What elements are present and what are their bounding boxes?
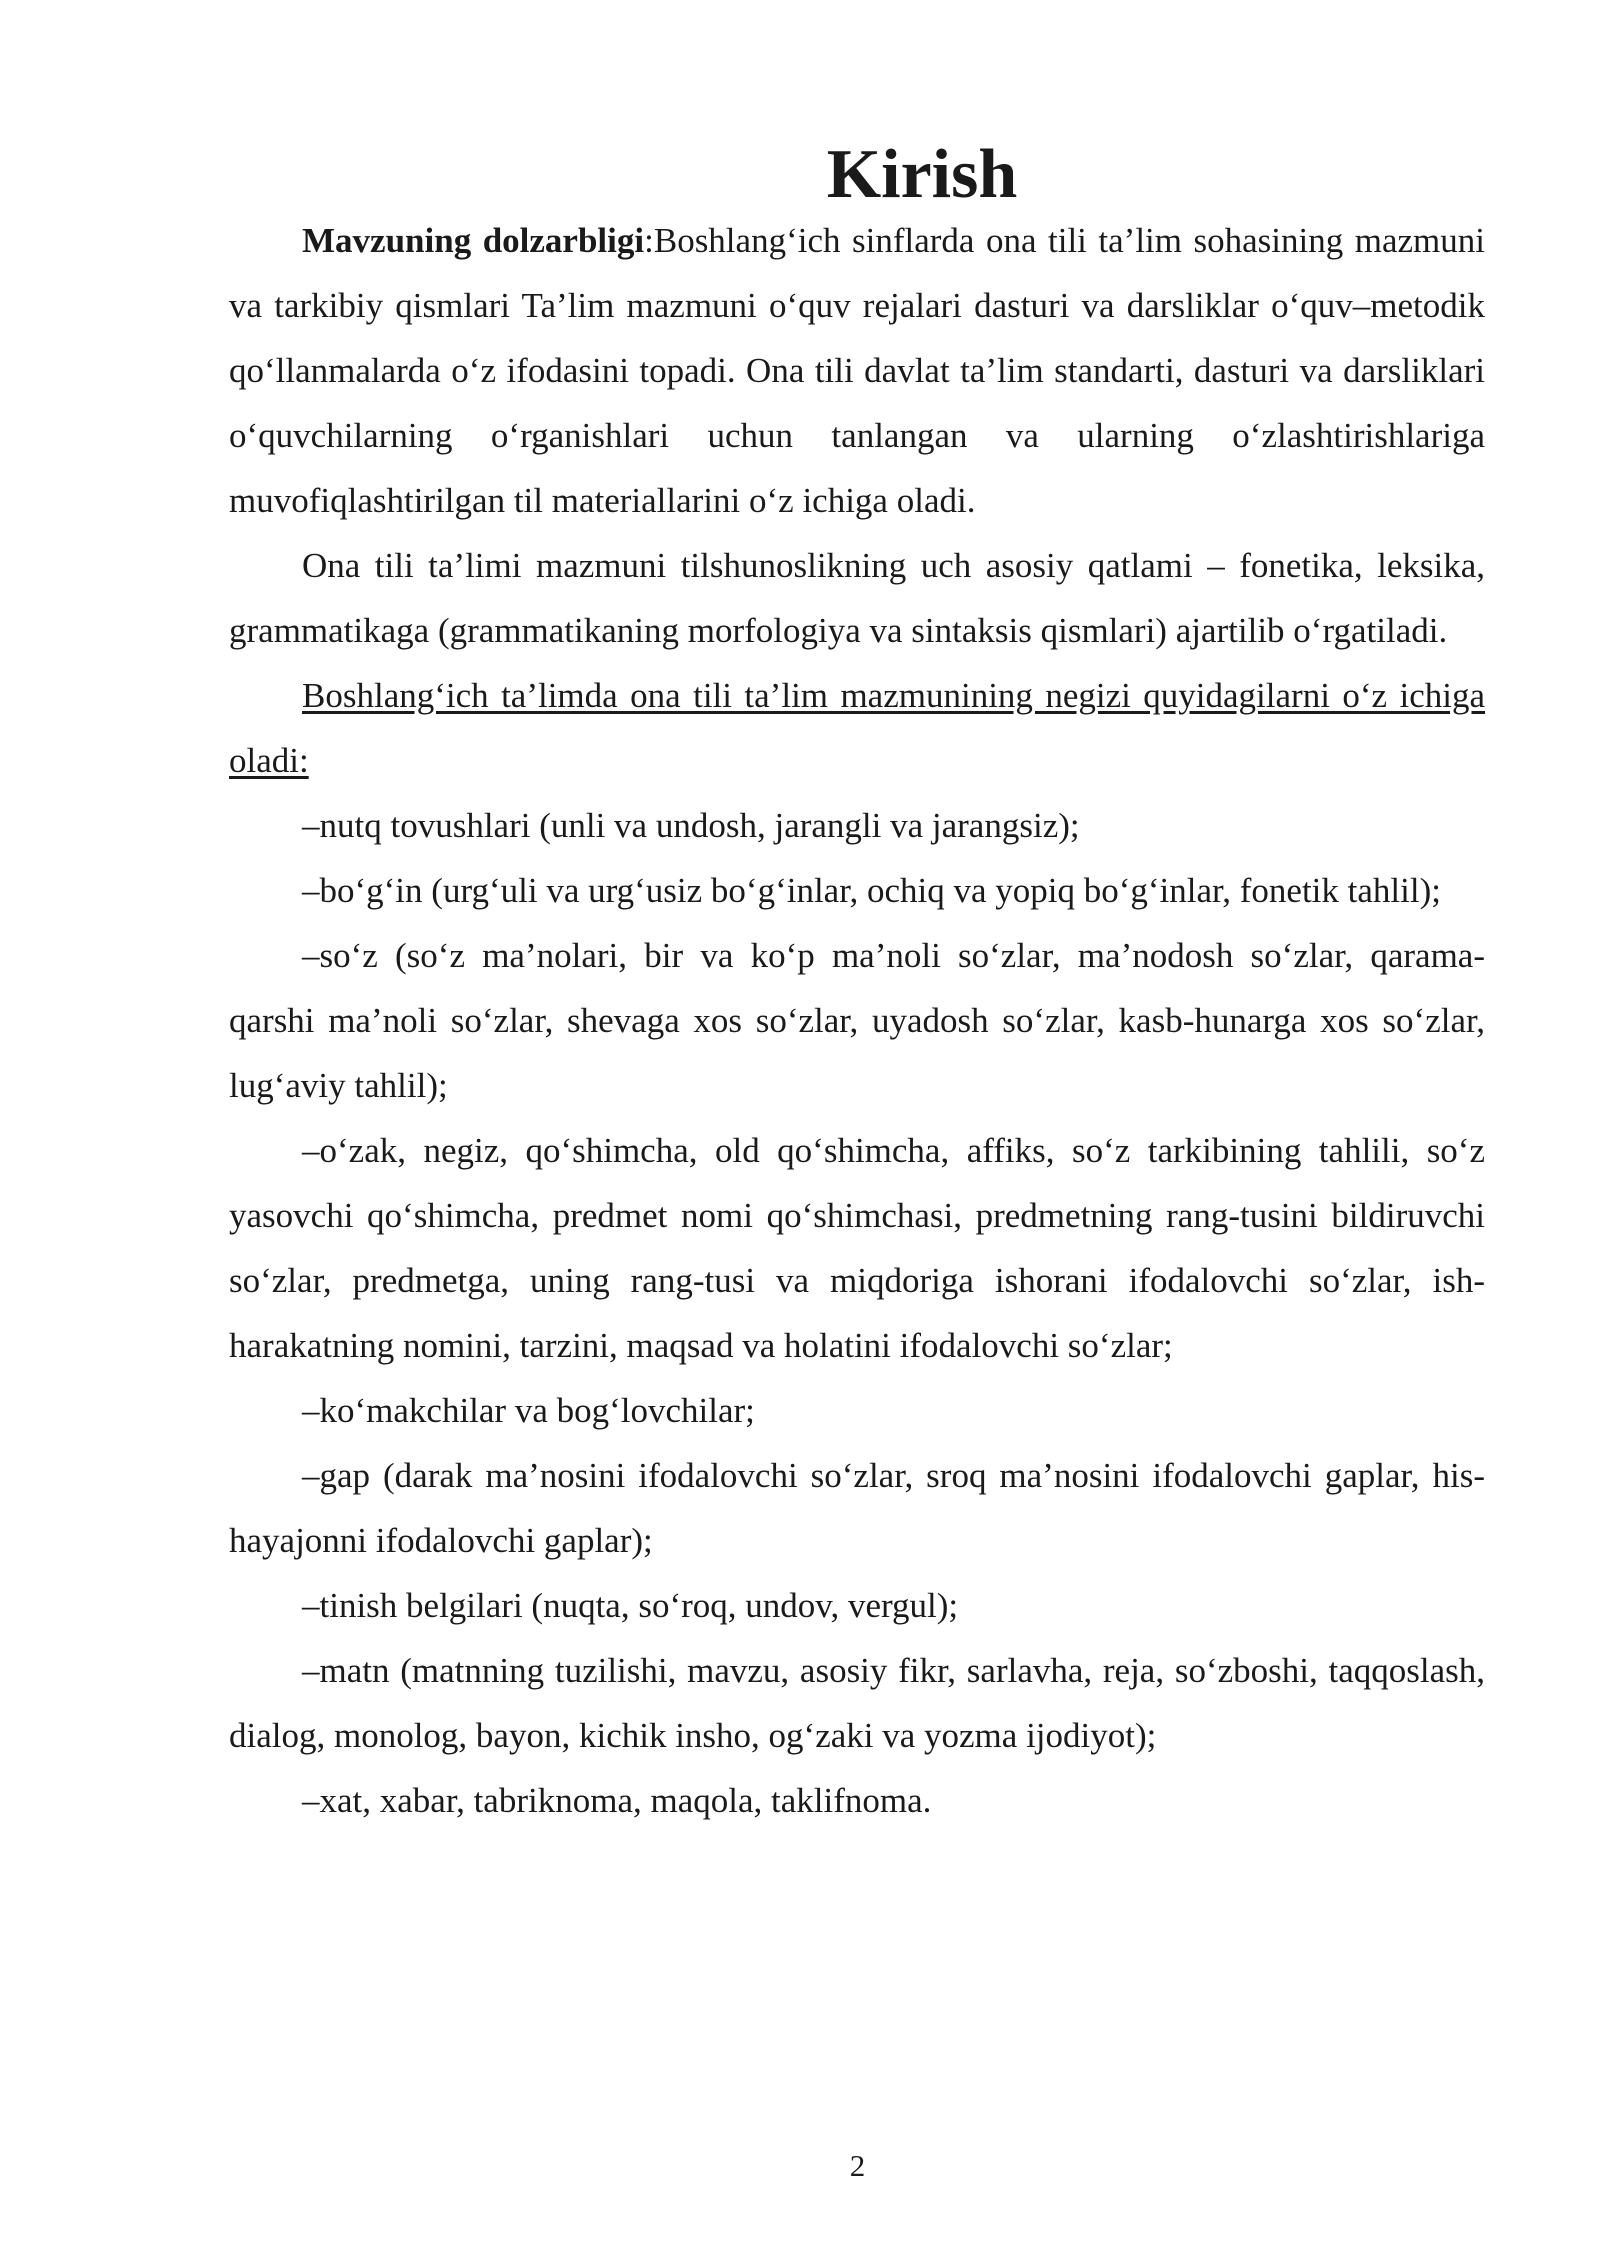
list-item: –xat, xabar, tabriknoma, maqola, taklifnoma.: [302, 1781, 932, 1820]
list-item: –bo‘g‘in (urg‘uli va urg‘usiz bo‘g‘inlar, ochiq va yopiq bo‘g‘inlar, fonetik tahlil);: [302, 871, 1441, 910]
list-item: –ko‘makchilar va bog‘lovchilar;: [302, 1391, 755, 1430]
intro-paragraph: [229, 208, 1485, 533]
list-item: –tinish belgilari (nuqta, so‘roq, undov, vergul);: [302, 1586, 959, 1625]
page-title: Kirish: [826, 136, 1018, 213]
list-item: –matn (matnning tuzilishi, mavzu, asosiy fikr, sarlavha, reja, so‘zboshi, taqqoslash, dialog, monolog, bayon, kichik insho, og‘zaki va yozma ijodiyot);: [229, 1651, 1485, 1755]
list-item: –so‘z (so‘z ma’nolari, bir va ko‘p ma’noli so‘zlar, ma’nodosh so‘zlar, qarama-qarshi ma’noli so‘zlar, shevaga xos so‘zlar, uyadosh so‘zlar, kasb-hunarga xos so‘zlar, lug‘aviy tahlil);: [229, 936, 1485, 1105]
paragraph-2: Ona tili ta’limi mazmuni tilshunoslikning uch asosiy qatlami – fonetika, leksika, grammatikaga (grammatikaning morfologiya va sintaksis qismlari) ajartilib o‘rgatiladi.: [229, 546, 1485, 650]
list-item: –nutq tovushlari (unli va undosh, jarangli va jarangsiz);: [302, 806, 1080, 845]
list-item: –o‘zak, negiz, qo‘shimcha, old qo‘shimcha, affiks, so‘z tarkibining tahlili, so‘z yasovchi qo‘shimcha, predmet nomi qo‘shimchasi, predmetning rang-tusini bildiruvchi so‘zlar, predmetga, uning rang-tusi va miqdoriga ishorani ifodalovchi so‘zlar, ish-harakatning nomini, tarzini, maqsad va holatini ifodalovchi so‘zlar;: [229, 1131, 1485, 1365]
list-item: –gap (darak ma’nosini ifodalovchi so‘zlar, sroq ma’nosini ifodalovchi gaplar, his-hayajonni ifodalovchi gaplar);: [229, 1456, 1485, 1560]
intro-label: Mavzuning dolzarbligi: [302, 221, 645, 260]
intro-text: Boshlang‘ich sinflarda ona tili ta’lim sohasining mazmuni va tarkibiy qismlari Ta’lim mazmuni o‘quv rejalari dasturi va darsliklar o‘quv–metodik qo‘llanmalarda o‘z ifodasini topadi. Ona tili davlat ta’lim standarti, dasturi va darsliklari o‘quvchilarning o‘rganishlari uchun tanlangan va ularning o‘zlashtirishlariga muvofiqlashtirilgan til materiallarini o‘z ichiga oladi.: [229, 221, 1485, 520]
intro-separator: :: [644, 221, 654, 260]
underlined-heading: Boshlang‘ich ta’limda ona tili ta’lim mazmunining negizi quyidagilarni o‘z ichiga oladi:: [229, 676, 1485, 780]
document-page: [229, 136, 1485, 1833]
underlined-heading-paragraph: [229, 663, 1485, 793]
page-number: 2: [849, 2148, 866, 2183]
